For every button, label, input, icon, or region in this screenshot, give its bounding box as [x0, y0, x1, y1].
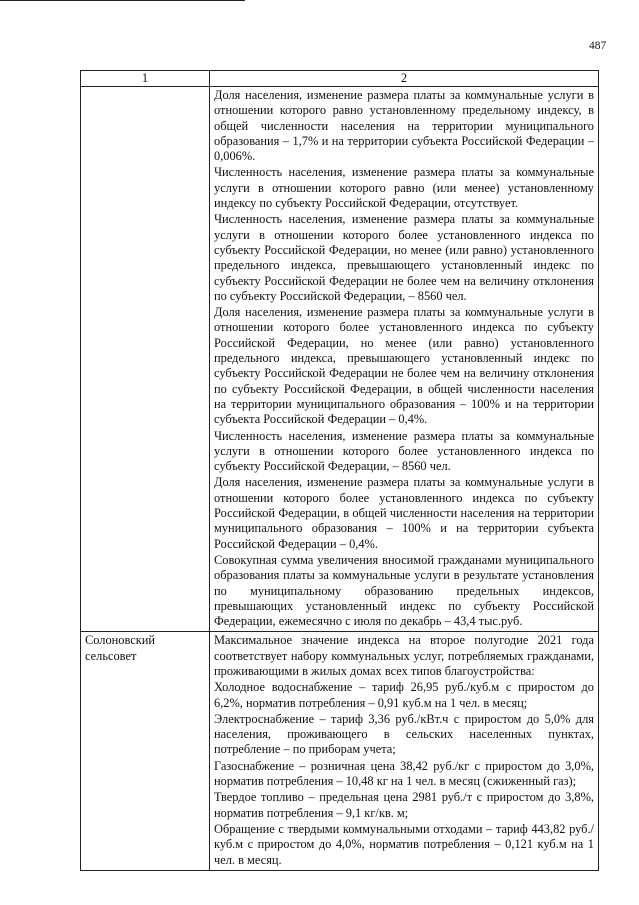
top-rule: [0, 0, 245, 1]
paragraph: Доля населения, изменение размера платы за коммунальные услуги в отношении которого более установленного индекса по субъекту Российской Федерации, но менее (или равно) установленного предельного индекса, превышающего установленный индекс по субъекту Российской Федерации не более чем на величину отклонения по субъекту Российской Федерации, в общей численности населения на территории муниципального образования – 100% и на территории субъекта Российской Федерации – 0,4%.: [214, 305, 594, 427]
paragraph: Электроснабжение – тариф 3,36 руб./кВт.ч с приростом до 5,0% для населения, проживающего в сельских населенных пунктах, потребление – по приборам учета;: [214, 711, 594, 757]
paragraph: Холодное водоснабжение – тариф 26,95 руб./куб.м с приростом до 6,2%, норматив потребления – 0,91 куб.м на 1 чел. в месяц;: [214, 680, 594, 710]
paragraph: Численность населения, изменение размера платы за коммунальные услуги в отношении которого более установленного индекса по субъекту Российской Федерации, но менее (или равно) установленного предельного индекса, превышающего установленный индекс по субъекту Российской Федерации не более чем на величину отклонения по субъекту Российской Федерации, – 8560 чел.: [214, 212, 594, 303]
paragraph: Доля населения, изменение размера платы за коммунальные услуги в отношении которого равно установленному предельному индексу, в общей численности населения на территории муниципального образования – 1,7% и на территории субъекта Российской Федерации – 0,006%.: [214, 88, 594, 164]
row-name-cell: [81, 87, 210, 632]
paragraph: Доля населения, изменение размера платы за коммунальные услуги в отношении которого более установленного индекса по субъекту Российской Федерации, в общей численности населения на территории муниципального образования – 100% и на территории субъекта Российской Федерации – 0,4%.: [214, 475, 594, 551]
paragraph: Твердое топливо – предельная цена 2981 руб./т с приростом до 3,8%, норматив потребления – 9,1 кг/кв. м;: [214, 790, 594, 820]
row-name-cell: Солоновский сельсовет: [81, 632, 210, 870]
header-row: [81, 71, 599, 87]
document-table: [80, 70, 599, 871]
paragraph: Численность населения, изменение размера платы за коммунальные услуги в отношении которого равно (или менее) установленному индексу по субъекту Российской Федерации, отсутствует.: [214, 165, 594, 211]
paragraph: Численность населения, изменение размера платы за коммунальные услуги в отношении которого более установленного индекса по субъекту Российской Федерации, – 8560 чел.: [214, 428, 594, 474]
row-content-cell: [210, 632, 599, 870]
row-content-cell: [210, 87, 599, 632]
page-number: 487: [589, 40, 607, 52]
column-header-1: 1: [81, 71, 210, 87]
paragraph: Совокупная сумма увеличения вносимой гражданами муниципального образования платы за коммунальные услуги в результате установления по муниципальному образованию предельных индексов, превышающих установленный индекс по субъекту Российской Федерации, ежемесячно с июля по декабрь – 43,4 тыс.руб.: [214, 552, 594, 629]
table-row: [81, 632, 599, 870]
paragraph: Обращение с твердыми коммунальными отходами – тариф 443,82 руб./куб.м с приростом до 4,0%, норматив потребления – 0,121 куб.м на 1 чел. в месяц.: [214, 821, 594, 867]
paragraph: Максимальное значение индекса на второе полугодие 2021 года соответствует набору коммунальных услуг, потребляемых гражданами, проживающими в жилых домах всех типов благоустройства:: [214, 633, 594, 678]
paragraph: Газоснабжение – розничная цена 38,42 руб./кг с приростом до 3,0%, норматив потребления – 10,48 кг на 1 чел. в месяц (сжиженный газ);: [214, 758, 594, 789]
column-header-2: 2: [210, 71, 599, 87]
table-row: [81, 87, 599, 632]
